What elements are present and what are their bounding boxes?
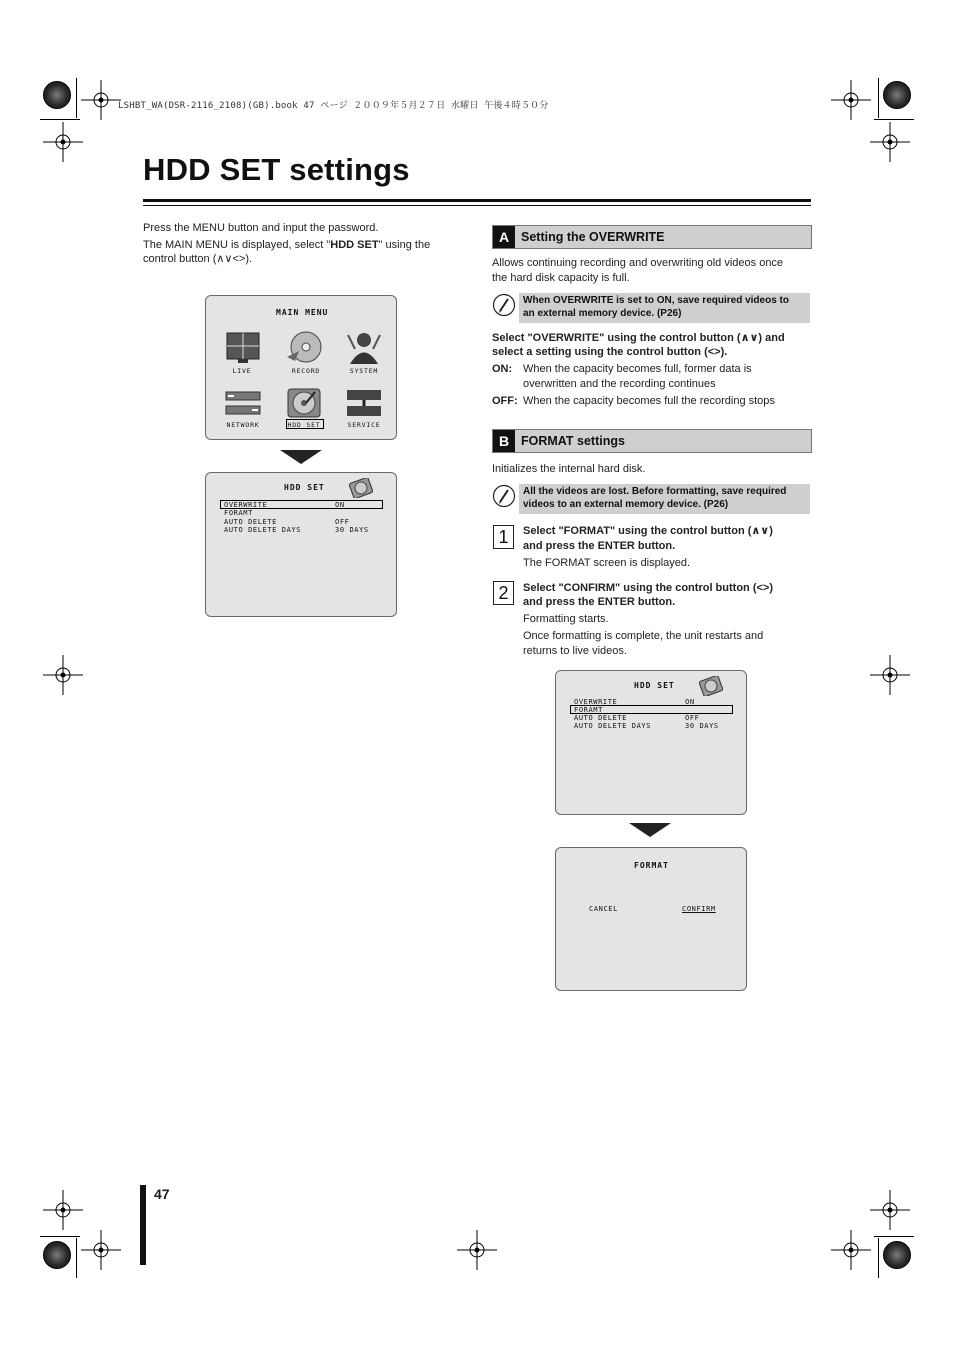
intro-line-1: Press the MENU button and input the password. xyxy=(143,222,379,234)
setting-label: AUTO DELETE xyxy=(574,714,627,722)
intro-bold: HDD SET xyxy=(330,239,379,251)
crosshair-mark xyxy=(870,122,910,162)
registration-rosette-top-left xyxy=(43,81,71,109)
crosshair-mark xyxy=(81,80,121,120)
setting-value: ON xyxy=(685,698,695,706)
section-a-desc: Allows continuing recording and overwriting old videos once xyxy=(492,257,784,269)
title-rule xyxy=(143,205,811,206)
monitor-icon xyxy=(224,331,262,365)
crosshair-mark xyxy=(43,122,83,162)
menu-item-label: HDD SET xyxy=(287,421,321,429)
menu-item-label: LIVE xyxy=(232,367,252,375)
setting-value: 30 DAYS xyxy=(685,722,719,730)
step-2-instruction: and press the ENTER button. xyxy=(523,596,676,608)
section-a-header xyxy=(492,225,812,249)
setting-value: 30 DAYS xyxy=(335,526,369,534)
crosshair-mark xyxy=(457,1230,497,1270)
step-2-result: Formatting starts. xyxy=(523,613,609,625)
setting-value: OFF xyxy=(685,714,700,722)
confirm-option: CONFIRM xyxy=(682,905,716,913)
step-1-instruction: Select "FORMAT" using the control button (∧∨) xyxy=(523,525,773,537)
section-b-header xyxy=(492,429,812,453)
hdd-set-screen-format-selected xyxy=(555,670,747,815)
section-a-instruction: select a setting using the control button (<>). xyxy=(492,346,728,358)
trim-line xyxy=(874,119,914,120)
intro-text: " using the xyxy=(378,239,431,251)
screen-title: MAIN MENU xyxy=(276,308,329,317)
section-a-desc: the hard disk capacity is full. xyxy=(492,272,630,284)
setting-label: FORAMT xyxy=(224,509,253,517)
section-title: Setting the OVERWRITE xyxy=(521,230,665,244)
crosshair-mark xyxy=(81,1230,121,1270)
note-pencil-icon xyxy=(492,293,516,317)
step-number: 1 xyxy=(493,525,514,549)
flow-arrow-down xyxy=(629,823,671,837)
setting-label: AUTO DELETE DAYS xyxy=(224,526,302,534)
on-label: ON: xyxy=(492,363,513,375)
setting-label: AUTO DELETE DAYS xyxy=(574,722,652,730)
note-text xyxy=(523,485,786,511)
crosshair-mark xyxy=(831,1230,871,1270)
off-label: OFF: xyxy=(492,395,518,407)
section-title: FORMAT settings xyxy=(521,434,625,448)
registration-rosette-bottom-left xyxy=(43,1241,71,1269)
crosshair-mark xyxy=(870,655,910,695)
flow-arrow-down xyxy=(280,450,322,464)
setting-label: OVERWRITE xyxy=(224,501,268,509)
menu-item-label: RECORD xyxy=(291,367,321,375)
network-icon xyxy=(224,386,262,420)
setting-label: FORAMT xyxy=(574,706,603,714)
cancel-option: CANCEL xyxy=(589,905,618,913)
trim-line xyxy=(40,119,80,120)
disc-icon xyxy=(285,331,323,365)
trim-line xyxy=(76,78,77,118)
step-1-instruction: and press the ENTER button. xyxy=(523,540,676,552)
service-device-icon xyxy=(345,386,383,420)
off-description: When the capacity becomes full the recording stops xyxy=(523,395,775,407)
note-line: an external memory device. (P26) xyxy=(523,308,682,319)
intro-line-2 xyxy=(143,238,430,253)
setting-value: OFF xyxy=(335,518,350,526)
note-line: All the videos are lost. Before formatting, save required xyxy=(523,486,787,497)
note-box xyxy=(519,484,810,514)
hdd-set-screen xyxy=(205,472,397,617)
screen-title: FORMAT xyxy=(634,861,669,870)
setting-label: AUTO DELETE xyxy=(224,518,277,526)
section-b-desc: Initializes the internal hard disk. xyxy=(492,463,646,475)
trim-line xyxy=(76,1238,77,1278)
menu-item-label: NETWORK xyxy=(226,421,260,429)
trim-line xyxy=(40,1236,80,1237)
crosshair-mark xyxy=(43,655,83,695)
screen-title: HDD SET xyxy=(284,483,325,492)
intro-line-3: control button (∧∨<>). xyxy=(143,253,253,265)
hard-disk-icon xyxy=(285,386,323,420)
section-b-note xyxy=(492,484,810,514)
setting-label: OVERWRITE xyxy=(574,698,618,706)
step-2-result: Once formatting is complete, the unit restarts and xyxy=(523,630,764,642)
page-title: HDD SET settings xyxy=(143,152,410,187)
technician-icon xyxy=(345,331,383,365)
print-header: LSHBT_WA(DSR-2116_2108)(GB).book 47 ページ ２００９年５月２７日 水曜日 午後４時５０分 xyxy=(118,101,549,111)
note-line: videos to an external memory device. (P26) xyxy=(523,499,729,510)
setting-value: ON xyxy=(335,501,345,509)
on-description: When the capacity becomes full, former data is xyxy=(523,363,752,375)
section-letter: B xyxy=(493,430,515,452)
hard-disk-icon xyxy=(349,478,373,498)
menu-item-label: SERVICE xyxy=(347,421,381,429)
page-number: 47 xyxy=(154,1186,170,1202)
crosshair-mark xyxy=(831,80,871,120)
section-a-note xyxy=(492,293,810,323)
step-2-result: returns to live videos. xyxy=(523,645,627,657)
page-number-bar xyxy=(140,1185,146,1265)
hard-disk-icon xyxy=(699,676,723,696)
format-screen xyxy=(555,847,747,991)
crosshair-mark xyxy=(43,1190,83,1230)
registration-rosette-top-right xyxy=(883,81,911,109)
section-a-instruction: Select "OVERWRITE" using the control button (∧∨) and xyxy=(492,332,785,344)
trim-line xyxy=(878,78,879,118)
step-1-result: The FORMAT screen is displayed. xyxy=(523,557,691,569)
note-box xyxy=(519,293,810,323)
trim-line xyxy=(874,1236,914,1237)
intro-text: The MAIN MENU is displayed, select " xyxy=(143,239,331,251)
crosshair-mark xyxy=(870,1190,910,1230)
menu-item-label: SYSTEM xyxy=(349,367,379,375)
registration-rosette-bottom-right xyxy=(883,1241,911,1269)
screen-title: HDD SET xyxy=(634,681,675,690)
main-menu-screen xyxy=(205,295,397,440)
step-2-instruction: Select "CONFIRM" using the control button (<>) xyxy=(523,582,773,594)
section-letter: A xyxy=(493,226,515,248)
on-description: overwritten and the recording continues xyxy=(523,378,716,390)
note-line: When OVERWRITE is set to ON, save required videos to xyxy=(523,295,789,306)
title-rule xyxy=(143,199,811,202)
note-pencil-icon xyxy=(492,484,516,508)
step-number: 2 xyxy=(493,581,514,605)
note-text xyxy=(523,294,789,320)
trim-line xyxy=(878,1238,879,1278)
